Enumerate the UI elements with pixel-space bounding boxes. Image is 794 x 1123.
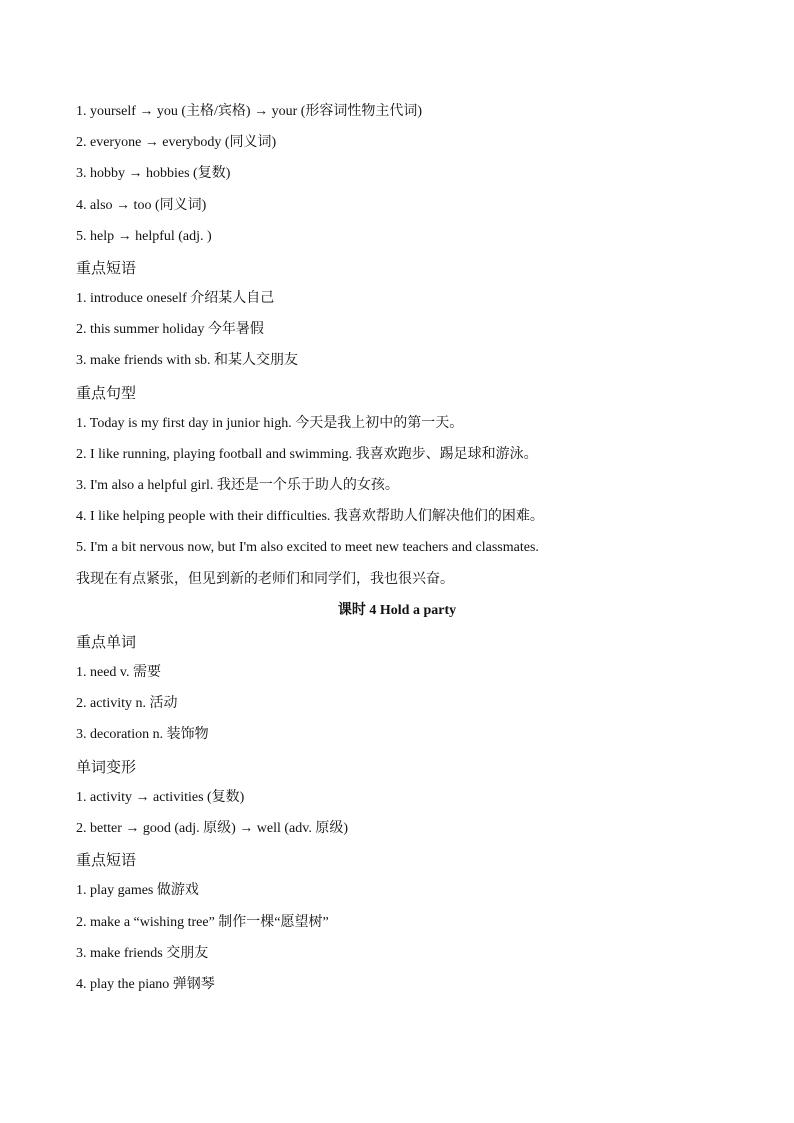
phrase2-line-4: 4. play the piano 弹钢琴 <box>76 977 215 992</box>
word-change-line-1: 1. yourself → you (主格/宾格) → your (形容词性物主代词) <box>76 104 423 119</box>
section-heading-word-changes: 单词变形 <box>76 758 137 776</box>
word-change2-line-1: 1. activity → activities (复数) <box>76 790 245 805</box>
sentence-line-5-translation: 我现在有点紧张，但见到新的老师们和同学们，我也很兴奋。 <box>76 571 454 587</box>
section-heading-phrases: 重点短语 <box>76 259 137 277</box>
phrase2-line-1: 1. play games 做游戏 <box>76 883 199 898</box>
phrase-line-3: 3. make friends with sb. 和某人交朋友 <box>76 353 299 368</box>
sentence-line-3: 3. I'm also a helpful girl. 我还是一个乐于助人的女孩。 <box>76 478 399 493</box>
sentence-line-1: 1. Today is my first day in junior high. 今天是我上初中的第一天。 <box>76 416 464 431</box>
word-line-2: 2. activity n. 活动 <box>76 696 178 711</box>
section-heading-words: 重点单词 <box>76 633 137 651</box>
phrase2-line-3: 3. make friends 交朋友 <box>76 946 209 961</box>
sentence-line-5: 5. I'm a bit nervous now, but I'm also excited to meet new teachers and classmates. <box>76 540 539 555</box>
section-heading-sentences: 重点句型 <box>76 384 137 402</box>
word-change-line-2: 2. everyone → everybody (同义词) <box>76 135 277 150</box>
sentence-line-4: 4. I like helping people with their difficulties. 我喜欢帮助人们解决他们的困难。 <box>76 509 544 524</box>
lesson-title: 课时 4 Hold a party <box>337 603 457 618</box>
word-change2-line-2: 2. better → good (adj. 原级) → well (adv. 原级) <box>76 821 349 836</box>
word-change-line-3: 3. hobby → hobbies (复数) <box>76 166 231 181</box>
phrase-line-2: 2. this summer holiday 今年暑假 <box>76 322 264 337</box>
phrase2-line-2: 2. make a “wishing tree” 制作一棵“愿望树” <box>76 915 329 930</box>
section-heading-phrases-2: 重点短语 <box>76 851 137 869</box>
word-line-1: 1. need v. 需要 <box>76 665 162 680</box>
sentence-line-2: 2. I like running, playing football and swimming. 我喜欢跑步、踢足球和游泳。 <box>76 447 538 462</box>
word-change-line-4: 4. also → too (同义词) <box>76 198 207 213</box>
word-change-line-5: 5. help → helpful (adj. ) <box>76 229 212 244</box>
word-line-3: 3. decoration n. 装饰物 <box>76 727 209 742</box>
phrase-line-1: 1. introduce oneself 介绍某人自己 <box>76 291 275 306</box>
